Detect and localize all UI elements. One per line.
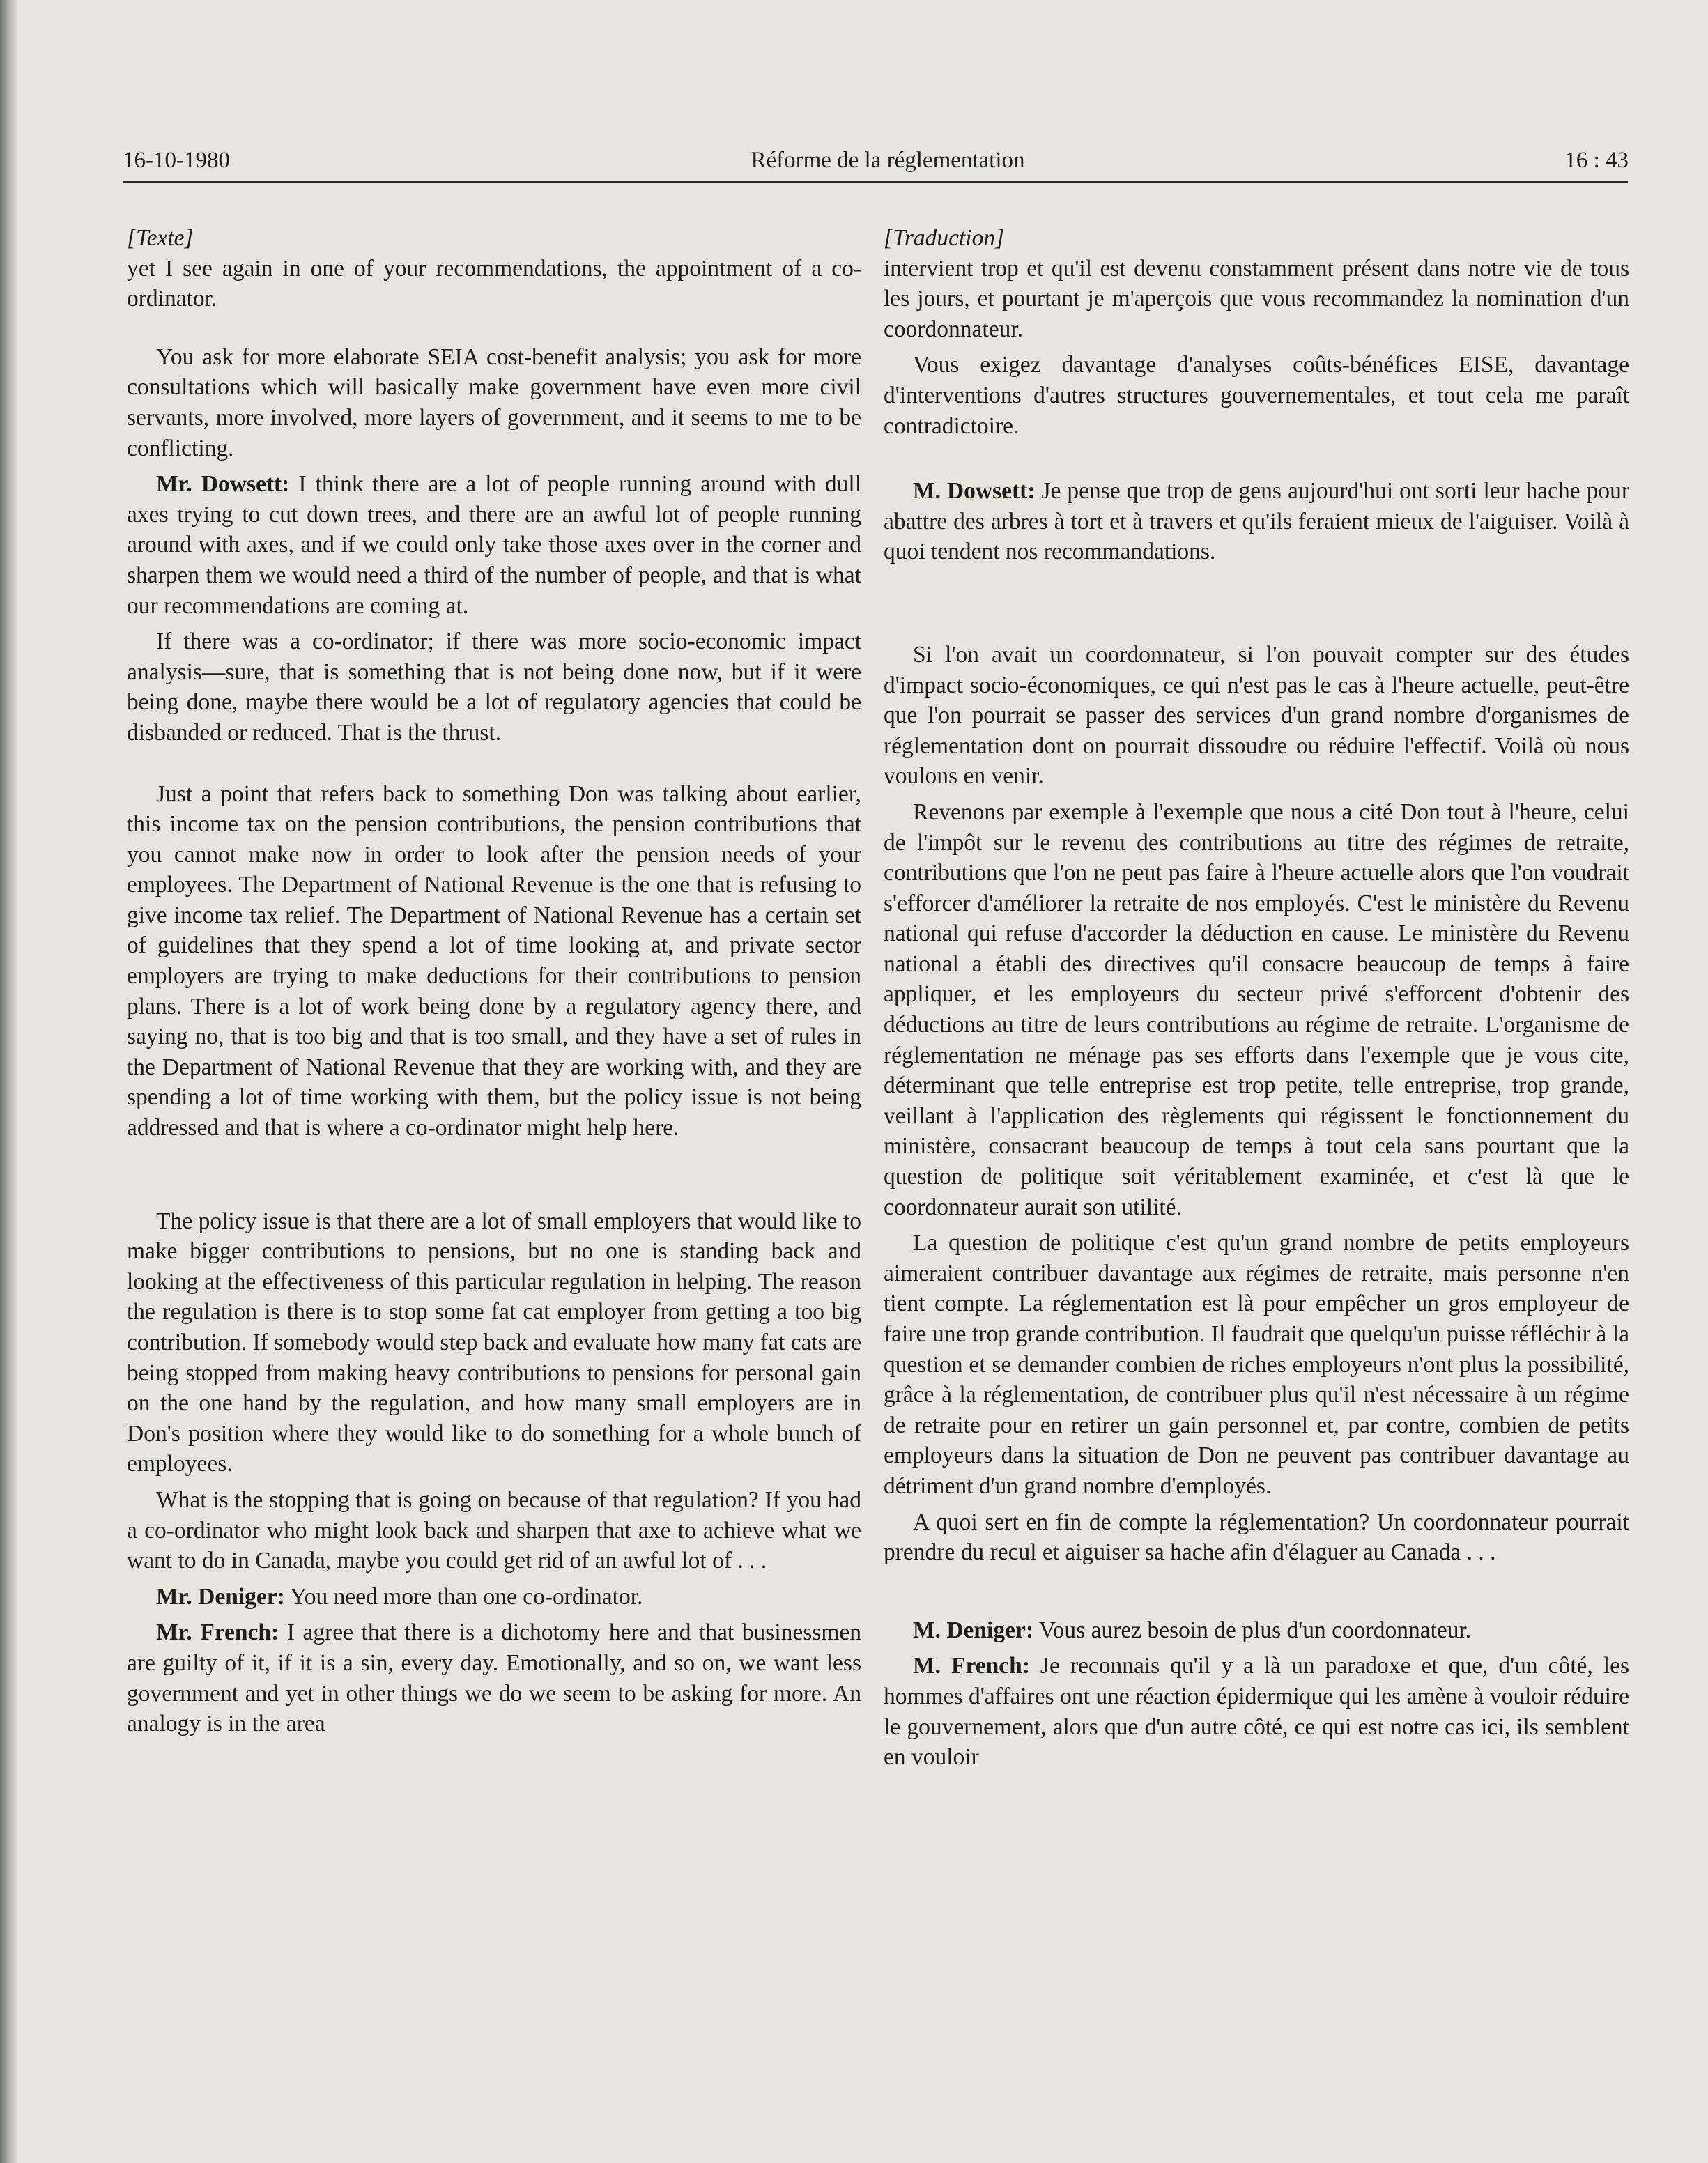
paragraph: Revenons par exemple à l'exemple que nous a cité Don tout à l'heure, celui de l'impôt sur le revenu des contributions au titre des régimes de retraite, contributions que l'on ne peut pas faire à l'heure actuelle alors que l'on voudrait s'efforcer d'améliorer la retraite de nos employés. C'est le ministère du Revenu national qui refuse d'accorder la déduction en cause. Le ministère du Revenu national a établi des directives qu'il consacre beaucoup de temps à faire appliquer, et les employeurs du secteur privé s'efforcent d'obtenir des déductions au titre de leurs contributions au régime de retraite. L'organisme de réglementation ne ménage pas ses efforts dans l'exemple que je vous cite, déterminant que telle entreprise est trop petite, telle entreprise, trop grande, veillant à l'application des règlements qui régissent le fonctionnement du ministère, consacrant beaucoup de temps à tout cela sans pourtant que la question de politique soit véritablement examinée, et c'est là que le coordonnateur aurait son utilité. — [884, 799, 1629, 1220]
paragraph: Mr. French: I agree that there is a dichotomy here and that businessmen are guilty of it, if it is a sin, every day. Emotionally, and so on, we want less government and yet in other things we do we seem to be asking for more. An analogy is in the area — [127, 1619, 861, 1737]
speaker-name: M. Deniger: — [913, 1617, 1034, 1643]
paragraph: If there was a co-ordinator; if there was more socio-economic impact analysis—sure, that is something that is not being done now, but if it were being done, maybe there would be a lot of regulatory agencies that could be disbanded or reduced. That is the thrust. — [127, 629, 861, 746]
paragraph: M. Deniger: Vous aurez besoin de plus d'un coordonnateur. — [913, 1617, 1472, 1643]
speaker-name: M. Dowsett: — [913, 478, 1036, 505]
right-column-french — [884, 223, 1629, 1778]
left-column-english — [127, 223, 861, 1745]
paragraph: Vous exigez davantage d'analyses coûts-bénéfices EISE, davantage d'interventions d'autres structures gouvernementales, et tout cela me paraît contradictoire. — [884, 352, 1629, 439]
paragraph: The policy issue is that there are a lot of small employers that would like to make bigger contributions to pensions, but no one is standing back and looking at the effectiveness of this particular regulation in helping. The reason the regulation is there is to stop some fat cat employer from getting a too big contribution. If somebody would step back and evaluate how many fat cats are being stopped from making heavy contributions to pensions for personal gain on the one hand by the regulation, and how many small employers are in Don's position where they would like to do something for a whole bunch of employees. — [127, 1208, 861, 1477]
speaker-name: Mr. Dowsett: — [156, 471, 290, 498]
speaker-name: Mr. French: — [156, 1619, 279, 1646]
paragraph: yet I see again in one of your recommendations, the appointment of a co-ordinator. — [127, 255, 861, 312]
paragraph: M. French: Je reconnais qu'il y a là un paradoxe et que, d'un côté, les hommes d'affaires ont une réaction épidermique qui les amène à vouloir réduire le gouvernement, alors que d'un autre côté, ce qui est notre cas ici, ils semblent en vouloir — [884, 1653, 1630, 1771]
header-date: 16-10-1980 — [123, 148, 230, 173]
paragraph: A quoi sert en fin de compte la réglementation? Un coordonnateur pourrait prendre du recul et aiguiser sa hache afin d'élaguer au Canada . . . — [884, 1509, 1629, 1566]
header-page-number: 16 : 43 — [1564, 148, 1629, 173]
header-rule — [123, 181, 1628, 183]
paragraph: Mr. Dowsett: I think there are a lot of people running around with dull axes trying to cut down trees, and there are an awful lot of people running around with axes, and if we could only take those axes over in the corner and sharpen them we would need a third of the number of people, and that is what our recommendations are coming at. — [127, 471, 862, 619]
paragraph: M. Dowsett: Je pense que trop de gens aujourd'hui ont sorti leur hache pour abattre des arbres à tort et à travers et qu'ils feraient mieux de l'aiguiser. Voilà à quoi tendent nos recommandations. — [884, 478, 1630, 565]
paragraph: What is the stopping that is going on because of that regulation? If you had a co-ordinator who might look back and sharpen that axe to achieve what we want to do in Canada, maybe you could get rid of an awful lot of . . . — [127, 1486, 861, 1574]
header-title: Réforme de la réglementation — [751, 148, 1025, 173]
document-page — [17, 0, 1708, 2163]
speaker-name: Mr. Deniger: — [156, 1583, 285, 1610]
speaker-name: M. French: — [913, 1653, 1030, 1679]
column-tag: [Traduction] — [884, 225, 1005, 251]
page-binding-shadow — [0, 0, 17, 2163]
paragraph: You ask for more elaborate SEIA cost-benefit analysis; you ask for more consultations which will basically make government have even more civil servants, more involved, more layers of government, and it seems to me to be conflicting. — [127, 344, 861, 461]
paragraph: La question de politique c'est qu'un grand nombre de petits employeurs aimeraient contribuer davantage aux régimes de retraite, mais personne n'en tient compte. La réglementation est là pour empêcher un gros employeur de faire une trop grande contribution. Il faudrait que quelqu'un puisse réfléchir à la question et se demander combien de riches employeurs n'ont plus la possibilité, grâce à la réglementation, de contribuer plus qu'il n'est nécessaire à un régime de retraite pour en retirer un gain personnel et, par contre, combien de petits employeurs dans la situation de Don ne peuvent pas contribuer davantage au détriment d'un grand nombre d'employés. — [884, 1230, 1629, 1499]
column-tag: [Texte] — [127, 225, 194, 251]
paragraph: Mr. Deniger: You need more than one co-ordinator. — [156, 1583, 643, 1610]
paragraph: intervient trop et qu'il est devenu constamment présent dans notre vie de tous les jours, et pourtant je m'aperçois que vous recommandez la nomination d'un coordonnateur. — [884, 255, 1629, 342]
paragraph: Just a point that refers back to something Don was talking about earlier, this income tax on the pension contributions, the pension contributions that you cannot make now in order to look after the pension needs of your employees. The Department of National Revenue is the one that is refusing to give income tax relief. The Department of National Revenue has a certain set of guidelines that they spend a lot of time looking at, and private sector employers are trying to make deductions for their contributions to pension plans. There is a lot of work being done by a regulatory agency there, and saying no, that is too big and that is too small, and they have a set of rules in the Department of National Revenue that they are working with, and they are spending a lot of time working with them, but the policy issue is not being addressed and that is where a co-ordinator might help here. — [127, 780, 861, 1141]
paragraph: Si l'on avait un coordonnateur, si l'on pouvait compter sur des études d'impact socio-économiques, ce qui n'est pas le cas à l'heure actuelle, peut-être que l'on pourrait se passer des services d'un grand nombre d'organismes de réglementation dont on pourrait dissoudre ou réduire l'effectif. Voilà où nous voulons en venir. — [884, 641, 1629, 790]
